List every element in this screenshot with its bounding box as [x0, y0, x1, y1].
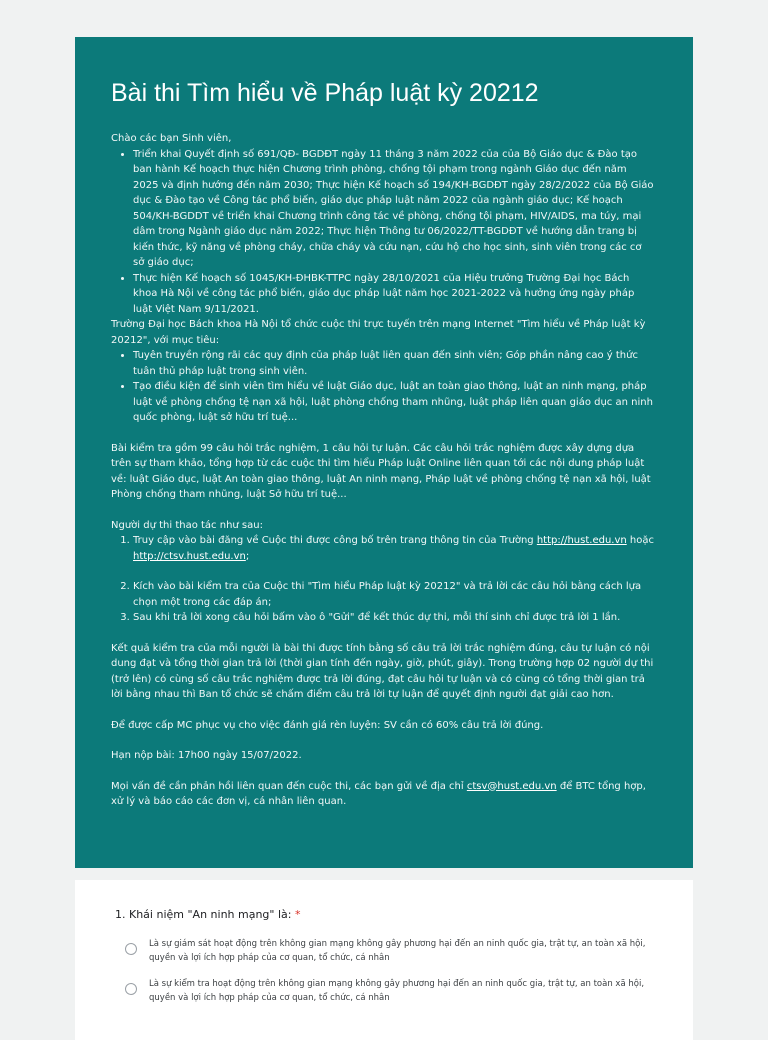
- goal-list: [111, 348, 655, 426]
- intro-item: • Thực hiện Kế hoạch số 1045/KH-ĐHBK-TTPC ngày 28/10/2021 của Hiệu trưởng Trường Đại học Bách khoa Hà Nội về công tác phổ biến, giáo dục pháp luật năm học 2021-2022 và hưởng ứng ngày pháp luật Việt Nam 9/11/2021.: [133, 271, 655, 318]
- radio-button[interactable]: [125, 943, 137, 955]
- option-label: Là sự giám sát hoạt động trên không gian mạng không gây phương hại đến an ninh quốc gia, trật tự, an toàn xã hội, quyền và lợi ích hợp pháp của cơ quan, tổ chức, cá nhân: [149, 939, 646, 963]
- option-label: Là sự kiểm tra hoạt động trên không gian mạng không gây phương hại đến an ninh quốc gia, trật tự, an toàn xã hội, quyền và lợi ích hợp pháp của cơ quan, tổ chức, cá nhân: [149, 979, 645, 1003]
- form-title: Bài thi Tìm hiểu về Pháp luật kỳ 20212: [111, 79, 539, 107]
- hust-link[interactable]: http://hust.edu.vn: [536, 535, 627, 546]
- step-item: 3. Sau khi trả lời xong câu hỏi bấm vào ô "Gửi" để kết thúc dự thi, mỗi thí sinh chỉ được trả lời 1 lần.: [133, 610, 655, 626]
- organizer-text: Trường Đại học Bách khoa Hà Nội tổ chức cuộc thi trực tuyến trên mạng Internet "Tìm hiểu về Pháp luật kỳ 20212", với mục tiêu:: [111, 319, 646, 346]
- step1-text: Truy cập vào bài đăng về Cuộc thi được công bố trên trang thông tin của Trường: [133, 535, 537, 546]
- step1-end: ;: [245, 550, 250, 562]
- radio-button[interactable]: [125, 983, 137, 995]
- steps-intro: Người dự thi thao tác như sau:: [111, 519, 263, 531]
- greeting-text: Chào các bạn Sinh viên,: [111, 133, 232, 144]
- answer-option[interactable]: [115, 977, 655, 1005]
- question-text: Khái niệm "An ninh mạng" là:: [129, 908, 292, 921]
- required-asterisk: *: [294, 908, 301, 921]
- contact-suffix: để BTC tổng hợp, xử lý và báo cáo các đơn vị, cá nhân liên quan.: [111, 780, 646, 807]
- goal-item: • Tạo điều kiện để sinh viên tìm hiểu về luật Giáo dục, luật an toàn giao thông, luật an ninh mạng, pháp luật về phòng chống tệ nạn xã hội, luật phòng chống tham nhũng, luật pháp liên quan giáo dục an ninh quốc phòng, luật sở hữu trí tuệ...: [133, 379, 655, 426]
- form-description: [111, 131, 655, 810]
- question-card: [75, 880, 693, 1040]
- contact-text: [111, 779, 655, 810]
- step-item: 2. Kích vào bài kiểm tra của Cuộc thi "Tìm hiểu Pháp luật kỳ 20212" và trả lời các câu hỏi bằng cách lựa chọn một trong các đáp án;: [133, 579, 655, 610]
- contact-email-link[interactable]: ctsv@hust.edu.vn: [466, 780, 557, 792]
- step1-or: hoặc: [626, 535, 654, 546]
- goal-item: • Tuyên truyền rộng rãi các quy định của pháp luật liên quan đến sinh viên; Góp phần nâng cao ý thức tuân thủ pháp luật trong sinh viên.: [133, 348, 655, 379]
- step-item: [133, 533, 655, 579]
- exam-text: Bài kiểm tra gồm 99 câu hỏi trắc nghiệm, 1 câu hỏi tự luận. Các câu hỏi trắc nghiệm được xây dựng dựa trên sự tham khảo, tổng hợp từ các cuộc thi tìm hiểu Pháp luật Online liên quan tới các nội dung pháp luật về: luật Giáo dục, luật An toàn giao thông, luật An ninh mạng, Pháp luật về phòng chống tệ nạn xã hội, luật Phòng chống tham nhũng, luật Sở hữu trí tuệ...: [111, 442, 651, 500]
- intro-item: • Triển khai Quyết định số 691/QĐ- BGDĐT ngày 11 tháng 3 năm 2022 của của Bộ Giáo dục & Đào tạo ban hành Kế hoạch thực hiện Chương trình phòng, chống tội phạm trong ngành Giáo dục đến năm 2025 và định hướng đến năm 2030; Thực hiện Kế hoạch số 194/KH-BGDĐT ngày 28/2/2022 của Bộ Giáo dục & Đào tạo về Công tác phổ biến, giáo dục pháp luật năm 2022 của ngành giáo dục; Kế hoạch 504/KH-BGDDT về triển khai Chương trình công tác về phòng, chống tội phạm, HIV/AIDS, ma túy, mại dâm trong Ngành giáo dục năm 2022; Thực hiện Thông tư 06/2022/TT-BGDĐT về hướng dẫn trang bị kiến thức, kỹ năng về phòng cháy, chữa cháy và cứu nạn, cứu hộ cho học sinh, sinh viên trong các cơ sở giáo dục;: [133, 147, 655, 271]
- form-header-card: [75, 37, 693, 868]
- mc-text: Để được cấp MC phục vụ cho việc đánh giá rèn luyện: SV cần có 60% câu trả lời đúng.: [111, 719, 544, 731]
- answer-option[interactable]: [115, 937, 655, 965]
- result-text: Kết quả kiểm tra của mỗi người là bài thi được tính bằng số câu trả lời trắc nghiệm đúng, câu tự luận có nội dung đạt và tổng thời gian trả lời (thời gian tính đến ngày, giờ, phút, giây). Trong trường hợp 02 người dự thi (trở lên) có cùng số câu trắc nghiệm được trả lời đúng, đạt câu hỏi tự luận và có cùng có tổng thời gian trả lời bằng nhau thì Ban tổ chức sẽ chấm điểm câu trả lời tự luận để quyết định người đạt giải cao hơn.: [111, 642, 654, 700]
- deadline-text: Hạn nộp bài: 17h00 ngày 15/07/2022.: [111, 750, 302, 761]
- intro-list: [111, 147, 655, 318]
- question-number: 1.: [115, 908, 126, 921]
- question-title: [115, 908, 655, 921]
- steps-list: [111, 533, 655, 626]
- contact-prefix: Mọi vấn đề cần phản hồi liên quan đến cuộc thi, các bạn gửi về địa chỉ: [111, 780, 467, 792]
- ctsv-link[interactable]: http://ctsv.hust.edu.vn: [133, 550, 246, 562]
